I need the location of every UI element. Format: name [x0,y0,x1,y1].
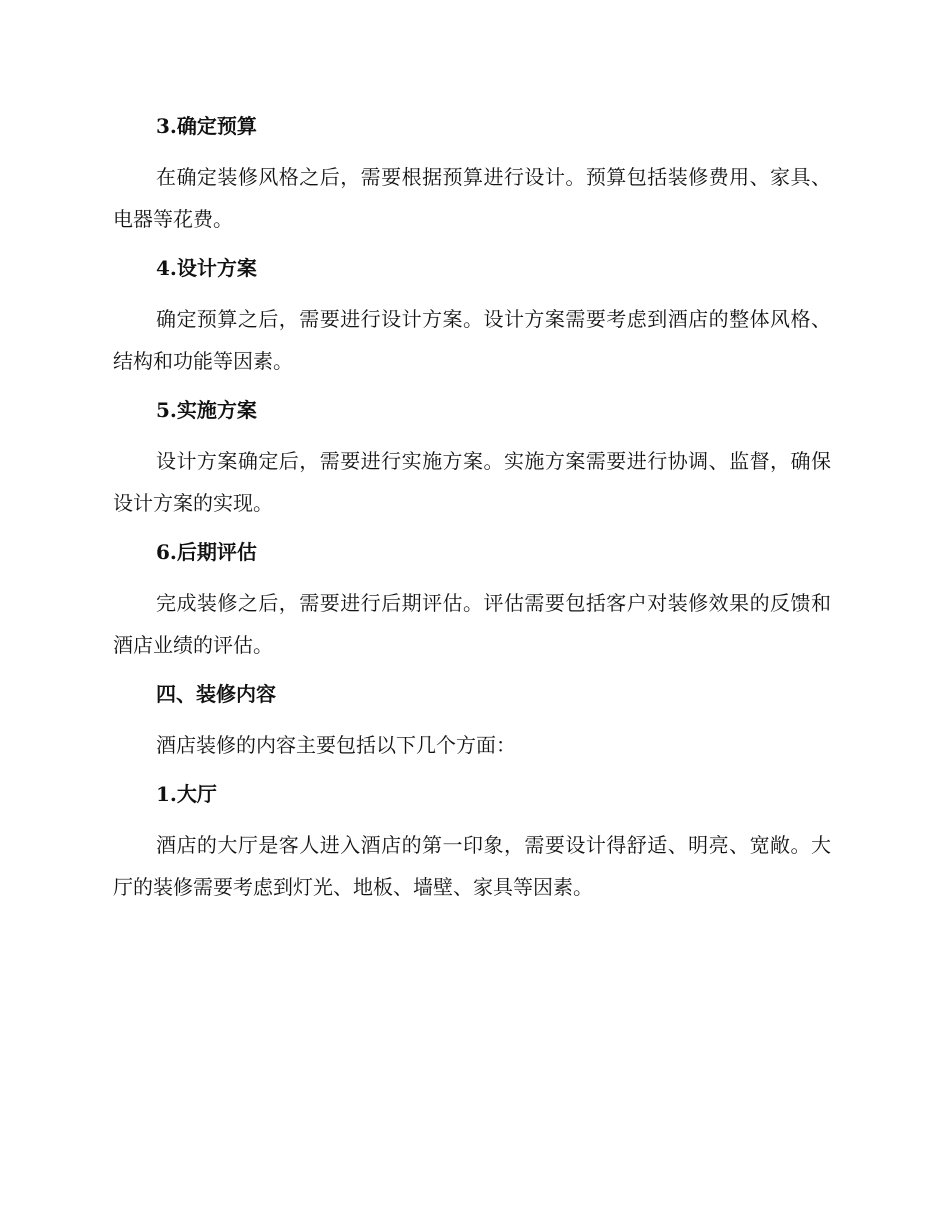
paragraph-renovation-content-intro: 酒店装修的内容主要包括以下几个方面： [156,733,516,757]
paragraph-budget: 在确定装修风格之后，需要根据预算进行设计。预算包括装修费用、家具、电器等花费。 [113,165,831,231]
section-heading-evaluation: 6.后期评估 [156,540,257,564]
section-heading-lobby: 1.大厅 [156,782,217,806]
section-heading-renovation-content: 四、装修内容 [156,682,276,706]
paragraph-lobby: 酒店的大厅是客人进入酒店的第一印象，需要设计得舒适、明亮、宽敞。大厅的装修需要考虑到灯光、地板、墙壁、家具等因素。 [113,833,831,899]
paragraph-design-plan: 确定预算之后，需要进行设计方案。设计方案需要考虑到酒店的整体风格、结构和功能等因素。 [113,307,831,373]
section-heading-budget: 3.确定预算 [156,114,257,138]
section-heading-design-plan: 4.设计方案 [156,256,257,280]
document-content [113,108,831,918]
section-heading-implementation: 5.实施方案 [156,398,257,422]
paragraph-implementation: 设计方案确定后，需要进行实施方案。实施方案需要进行协调、监督，确保设计方案的实现。 [113,449,831,515]
paragraph-evaluation: 完成装修之后，需要进行后期评估。评估需要包括客户对装修效果的反馈和酒店业绩的评估。 [113,591,831,657]
